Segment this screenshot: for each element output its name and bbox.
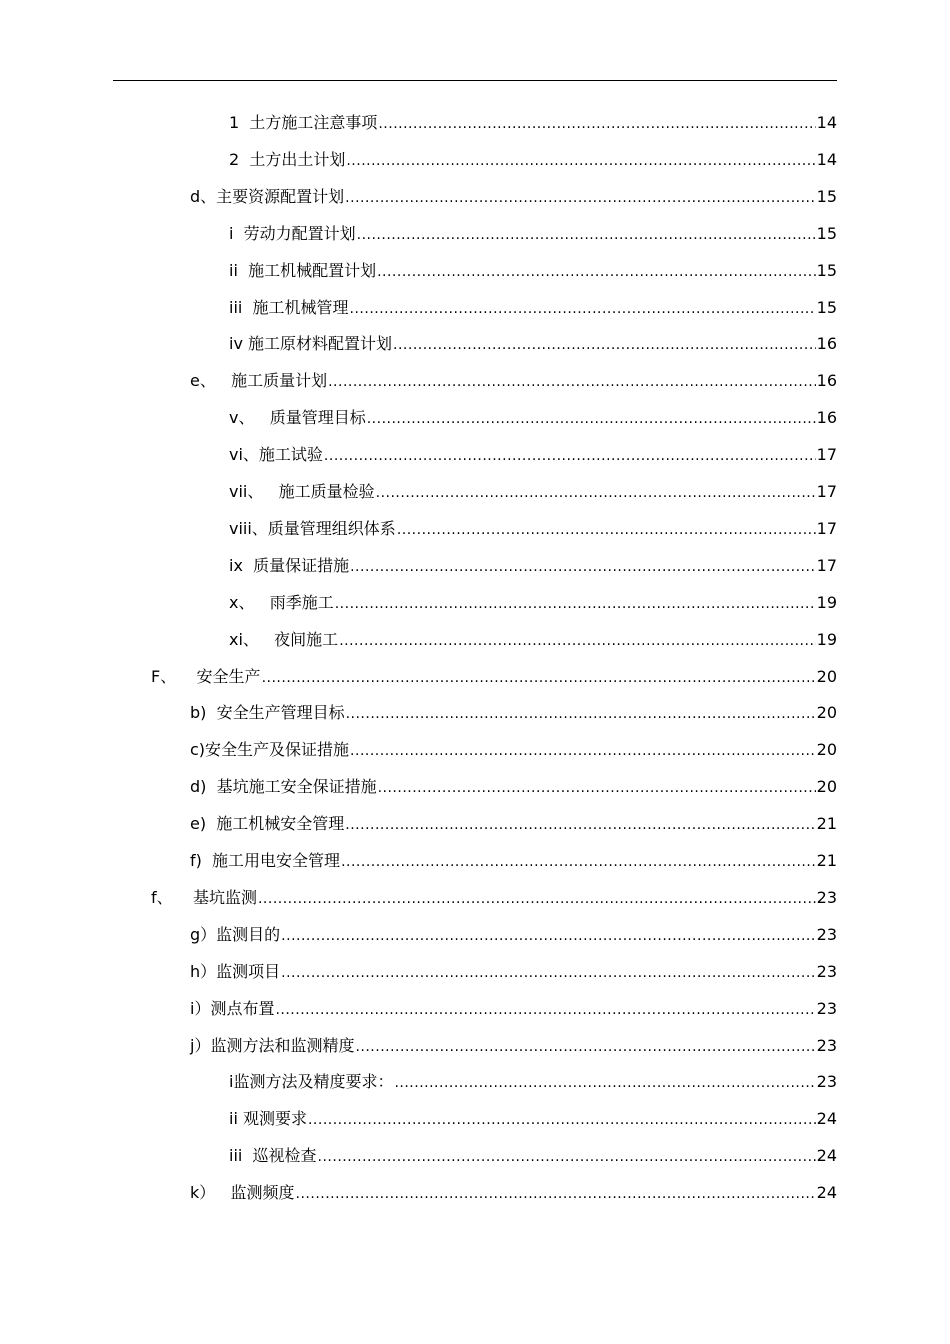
toc-dot-leader [324, 447, 816, 465]
toc-dot-leader [355, 1038, 815, 1056]
toc-entry-label: x、 雨季施工 [229, 592, 334, 612]
toc-entry[interactable] [190, 990, 837, 1027]
toc-page-number: 21 [816, 851, 837, 870]
toc-entry[interactable] [190, 1027, 837, 1064]
toc-entry-label: vi、施工试验 [229, 445, 323, 465]
toc-entry[interactable] [151, 658, 837, 695]
toc-dot-leader [350, 300, 816, 318]
toc-dot-leader [308, 1111, 816, 1129]
toc-page-number: 23 [816, 1072, 837, 1092]
toc-page-number: 24 [816, 1109, 837, 1129]
toc-entry-label: ix 质量保证措施 [229, 555, 350, 575]
toc-dot-leader [350, 558, 816, 576]
toc-entry[interactable] [151, 879, 837, 916]
toc-page-number: 23 [816, 887, 837, 907]
header-rule [113, 80, 837, 81]
toc-entry[interactable] [190, 731, 837, 768]
toc-entry[interactable] [190, 805, 837, 842]
toc-entry-label: f、 基坑监测 [151, 887, 257, 907]
toc-entry-label: iii 巡视检查 [229, 1146, 317, 1166]
toc-page-number: 20 [816, 666, 837, 686]
toc-page-number: 24 [816, 1183, 837, 1203]
toc-entry[interactable] [229, 584, 837, 621]
toc-entry[interactable] [229, 547, 837, 584]
toc-entry[interactable] [190, 362, 837, 399]
toc-dot-leader [345, 189, 815, 207]
toc-page-number: 17 [816, 445, 837, 465]
toc-dot-leader [281, 927, 815, 945]
toc-entry[interactable] [229, 510, 837, 547]
toc-entry-label: f) 施工用电安全管理 [190, 851, 341, 870]
toc-entry-label: v、 质量管理目标 [229, 408, 366, 428]
toc-page-number: 15 [816, 297, 837, 317]
toc-page-number: 23 [816, 961, 837, 981]
toc-dot-leader [394, 1074, 815, 1092]
toc-entry[interactable] [190, 842, 837, 879]
toc-dot-leader [350, 742, 816, 760]
toc-entry[interactable] [229, 104, 837, 141]
toc-dot-leader [393, 336, 816, 354]
toc-entry[interactable] [229, 1063, 837, 1100]
toc-dot-leader [367, 410, 816, 428]
toc-page-number: 23 [816, 998, 837, 1018]
toc-entry[interactable] [229, 399, 837, 436]
toc-entry[interactable] [229, 141, 837, 178]
toc-page-number: 16 [816, 371, 837, 391]
toc-dot-leader [262, 669, 816, 687]
toc-entry-label: xi、 夜间施工 [229, 629, 339, 649]
toc-page-number: 21 [816, 814, 837, 834]
toc-page-number: 15 [816, 186, 837, 206]
toc-dot-leader [296, 1185, 816, 1203]
toc-page-number: 23 [816, 924, 837, 944]
toc-page-number: 17 [816, 555, 837, 575]
toc-dot-leader [335, 595, 816, 613]
toc-entry-label: F、 安全生产 [151, 666, 261, 686]
toc-page-number: 16 [816, 408, 837, 428]
toc-dot-leader [345, 816, 815, 834]
toc-entry-label: ii 观测要求 [229, 1109, 307, 1129]
toc-dot-leader [377, 263, 816, 281]
toc-page-number: 16 [816, 334, 837, 354]
toc-entry-label: d) 基坑施工安全保证措施 [190, 777, 377, 797]
toc-entry-label: iv 施工原材料配置计划 [229, 334, 393, 354]
toc-entry[interactable] [229, 1137, 837, 1174]
toc-dot-leader [339, 632, 815, 650]
toc-entry[interactable] [190, 1174, 837, 1211]
toc-page-number: 19 [816, 592, 837, 612]
toc-entry[interactable] [229, 215, 837, 252]
toc-entry-label: e) 施工机械安全管理 [190, 814, 345, 834]
toc-entry[interactable] [229, 621, 837, 658]
toc-entry-label: ⅰ监测方法及精度要求： [229, 1072, 394, 1092]
toc-page-number: 23 [816, 1035, 837, 1055]
toc-page-number: 19 [816, 629, 837, 649]
toc-entry-label: d、主要资源配置计划 [190, 186, 345, 206]
toc-entry-label: vii、 施工质量检验 [229, 482, 375, 501]
toc-dot-leader [258, 890, 816, 908]
toc-entry[interactable] [229, 289, 837, 326]
toc-entry[interactable] [190, 953, 837, 990]
toc-entry-label: h）监测项目 [190, 961, 281, 981]
toc-dot-leader [281, 964, 815, 982]
toc-entry[interactable] [229, 252, 837, 289]
toc-entry[interactable] [190, 178, 837, 215]
toc-page-number: 24 [816, 1146, 837, 1166]
toc-entry-label: viii、质量管理组织体系 [229, 518, 396, 538]
toc-entry-label: b) 安全生产管理目标 [190, 703, 345, 723]
toc-entry-label: e、 施工质量计划 [190, 371, 328, 391]
toc-page-number: 20 [816, 740, 837, 760]
toc-dot-leader [378, 115, 815, 133]
toc-page-number: 17 [816, 518, 837, 538]
toc-page-number: 14 [816, 113, 837, 132]
toc-entry-label: j）监测方法和监测精度 [190, 1035, 355, 1055]
toc-entry[interactable] [229, 1100, 837, 1137]
toc-dot-leader [328, 373, 816, 391]
toc-dot-leader [376, 484, 816, 502]
toc-page-number: 15 [816, 260, 837, 280]
toc-entry[interactable] [229, 325, 837, 362]
toc-entry[interactable] [229, 473, 837, 510]
toc-entry[interactable] [190, 694, 837, 731]
toc-dot-leader [341, 853, 816, 871]
toc-entry-label: iii 施工机械管理 [229, 297, 349, 317]
toc-dot-leader [357, 226, 816, 244]
toc-dot-leader [318, 1148, 816, 1166]
toc-page-number: 14 [816, 149, 837, 169]
toc-entry[interactable] [190, 916, 837, 953]
toc-entry-label: 2 土方出土计划 [229, 149, 346, 169]
toc-page-number: 17 [816, 482, 837, 501]
toc-entry-label: i 劳动力配置计划 [229, 223, 356, 243]
toc-page-number: 20 [816, 777, 837, 797]
toc-dot-leader [378, 779, 816, 797]
toc-entry-label: 1 土方施工注意事项 [229, 113, 378, 132]
toc-entry-label: g）监测目的 [190, 924, 281, 944]
toc-dot-leader [275, 1001, 815, 1019]
toc-page-number: 20 [816, 703, 837, 723]
toc-entry-label: k） 监测频度 [190, 1183, 295, 1203]
toc-entry-label: i）测点布置 [190, 998, 275, 1018]
toc-page-number: 15 [816, 223, 837, 243]
toc-dot-leader [346, 705, 816, 723]
toc-dot-leader [346, 152, 815, 170]
toc-entry[interactable] [229, 436, 837, 473]
toc-dot-leader [397, 521, 816, 539]
toc-entry[interactable] [190, 768, 837, 805]
toc-entry-label: ii 施工机械配置计划 [229, 260, 377, 280]
toc-entry-label: c)安全生产及保证措施 [190, 740, 350, 760]
